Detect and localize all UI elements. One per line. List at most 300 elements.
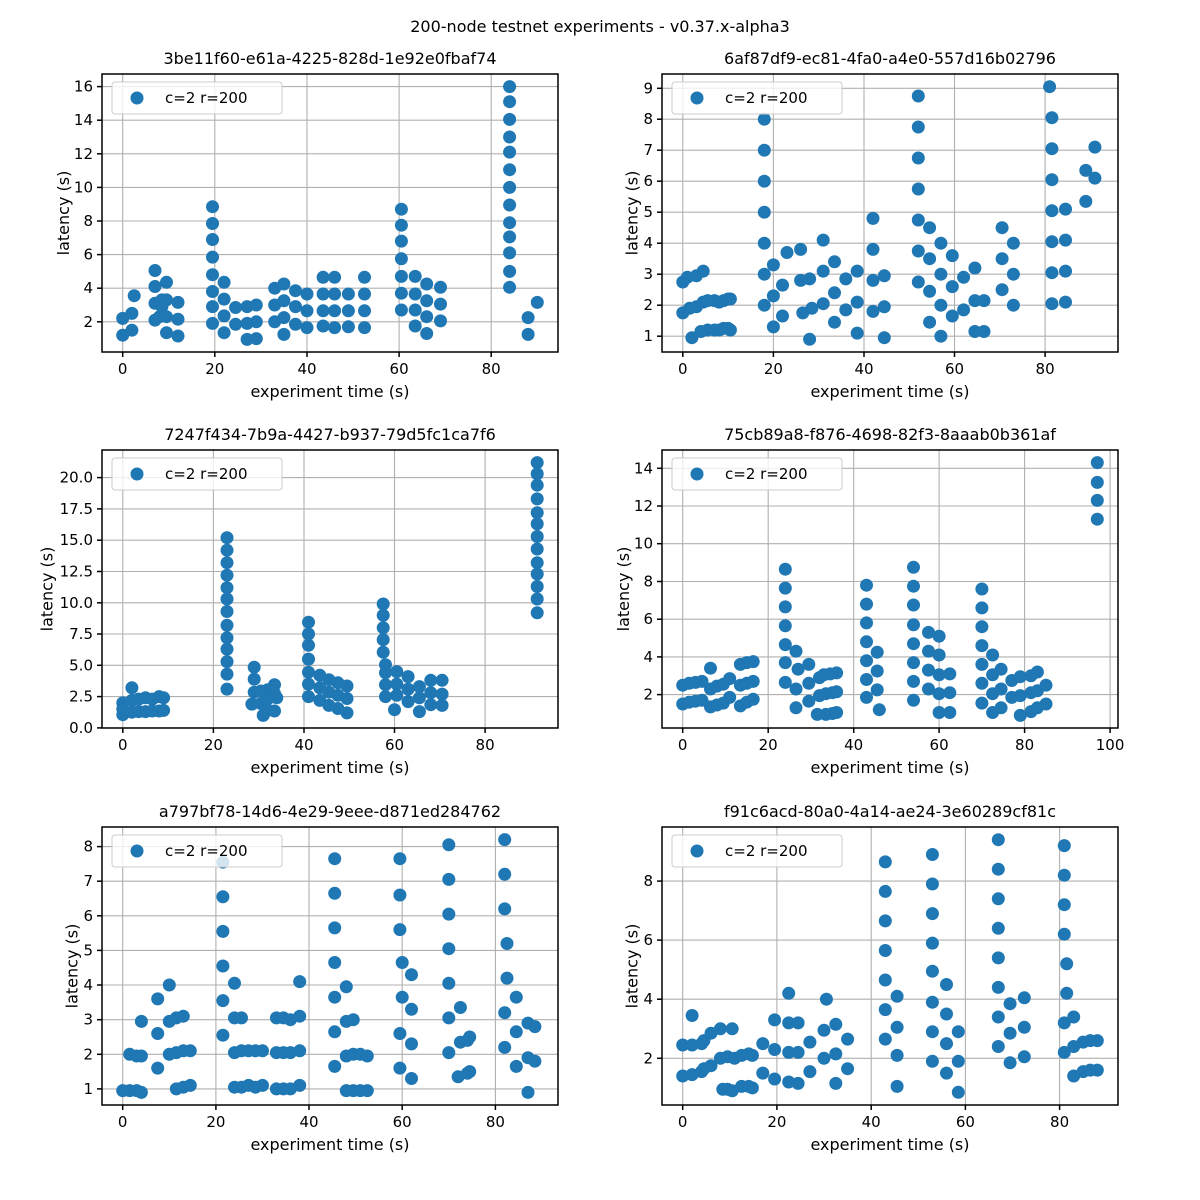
data-point xyxy=(250,332,263,345)
x-axis-label: experiment time (s) xyxy=(250,382,410,401)
data-point xyxy=(396,956,409,969)
data-point xyxy=(891,1049,904,1062)
data-point xyxy=(409,320,422,333)
data-point xyxy=(724,324,737,337)
data-point xyxy=(746,1081,759,1094)
data-point xyxy=(724,293,737,306)
subplot-title: 75cb89a8-f876-4698-82f3-8aaab0b361af xyxy=(724,425,1056,444)
data-point xyxy=(830,666,843,679)
data-point xyxy=(277,278,290,291)
data-point xyxy=(829,1018,842,1031)
data-point xyxy=(216,960,229,973)
scatter-series xyxy=(676,833,1104,1099)
data-point xyxy=(1058,839,1071,852)
subplot-title: a797bf78-14d6-4e29-9eee-d871ed284762 xyxy=(158,802,502,821)
data-point xyxy=(379,690,392,703)
data-point xyxy=(747,675,760,688)
data-point xyxy=(434,281,447,294)
data-point xyxy=(358,288,371,301)
data-point xyxy=(434,314,447,327)
x-tick-label: 40 xyxy=(299,1113,319,1131)
data-point xyxy=(891,1080,904,1093)
x-tick-label: 80 xyxy=(1015,736,1035,754)
data-point xyxy=(830,685,843,698)
data-point xyxy=(923,221,936,234)
data-point xyxy=(342,320,355,333)
data-point xyxy=(934,330,947,343)
data-point xyxy=(851,327,864,340)
data-point xyxy=(912,214,925,227)
subplot-1 xyxy=(54,49,558,401)
y-tick-label: 8 xyxy=(643,872,653,891)
data-point xyxy=(503,80,516,93)
data-point xyxy=(302,628,315,641)
data-point xyxy=(149,280,162,293)
data-point xyxy=(1088,141,1101,154)
data-point xyxy=(975,620,988,633)
data-point xyxy=(216,994,229,1007)
data-point xyxy=(160,276,173,289)
data-point xyxy=(216,1029,229,1042)
subplot-title: f91c6acd-80a0-4a14-ae24-3e60289cf81c xyxy=(723,802,1057,821)
data-point xyxy=(434,298,447,311)
data-point xyxy=(792,1016,805,1029)
data-point xyxy=(907,637,920,650)
data-point xyxy=(704,662,717,675)
data-point xyxy=(794,243,807,256)
data-point xyxy=(803,1036,816,1049)
data-point xyxy=(952,1055,965,1068)
data-point xyxy=(1091,476,1104,489)
data-point xyxy=(1058,869,1071,882)
data-point xyxy=(293,975,306,988)
data-point xyxy=(912,276,925,289)
data-point xyxy=(860,579,873,592)
data-point xyxy=(992,951,1005,964)
data-point xyxy=(531,606,544,619)
data-point xyxy=(510,1060,523,1073)
data-point xyxy=(1018,991,1031,1004)
data-point xyxy=(871,665,884,678)
data-point xyxy=(531,296,544,309)
data-point xyxy=(923,285,936,298)
x-tick-label: 40 xyxy=(844,736,864,754)
data-point xyxy=(125,324,138,337)
data-point xyxy=(377,609,390,622)
data-point xyxy=(992,1040,1005,1053)
data-point xyxy=(229,301,242,314)
data-point xyxy=(1088,172,1101,185)
scatter-series xyxy=(116,833,541,1099)
data-point xyxy=(860,691,873,704)
data-point xyxy=(860,673,873,686)
y-tick-label: 8 xyxy=(643,110,653,129)
subplot-3 xyxy=(37,425,558,777)
data-point xyxy=(891,990,904,1003)
data-point xyxy=(501,972,514,985)
data-point xyxy=(402,683,415,696)
x-tick-label: 40 xyxy=(294,736,314,754)
data-point xyxy=(413,680,426,693)
data-point xyxy=(328,288,341,301)
data-point xyxy=(510,1025,523,1038)
data-point xyxy=(879,1033,892,1046)
data-point xyxy=(503,181,516,194)
data-point xyxy=(358,321,371,334)
data-point xyxy=(503,113,516,126)
data-point xyxy=(995,701,1008,714)
data-point xyxy=(940,1037,953,1050)
data-point xyxy=(498,833,511,846)
x-axis-label: experiment time (s) xyxy=(810,382,970,401)
data-point xyxy=(424,686,437,699)
data-point xyxy=(409,288,422,301)
data-point xyxy=(151,1027,164,1040)
data-point xyxy=(503,199,516,212)
data-point xyxy=(952,1025,965,1038)
x-tick-label: 60 xyxy=(384,736,405,754)
data-point xyxy=(1031,666,1044,679)
data-point xyxy=(395,287,408,300)
data-point xyxy=(873,703,886,716)
data-point xyxy=(996,283,1009,296)
data-point xyxy=(912,90,925,103)
subplot-4 xyxy=(614,425,1124,777)
data-point xyxy=(860,616,873,629)
data-point xyxy=(135,1015,148,1028)
y-tick-label: 1 xyxy=(83,1079,93,1098)
data-point xyxy=(923,252,936,265)
data-point xyxy=(302,666,315,679)
data-point xyxy=(531,543,544,556)
data-point xyxy=(328,1025,341,1038)
data-point xyxy=(758,206,771,219)
data-point xyxy=(503,246,516,259)
data-point xyxy=(867,305,880,318)
data-point xyxy=(361,1084,374,1097)
subplot-2 xyxy=(623,49,1118,401)
data-point xyxy=(405,1037,418,1050)
data-point xyxy=(221,655,234,668)
data-point xyxy=(992,1011,1005,1024)
data-point xyxy=(790,683,803,696)
data-point xyxy=(776,279,789,292)
data-point xyxy=(975,583,988,596)
data-point xyxy=(377,598,390,611)
data-point xyxy=(393,923,406,936)
data-point xyxy=(790,701,803,714)
data-point xyxy=(758,144,771,157)
data-point xyxy=(1060,957,1073,970)
data-point xyxy=(277,311,290,324)
data-point xyxy=(302,653,315,666)
y-tick-label: 7.5 xyxy=(69,625,93,643)
data-point xyxy=(926,848,939,861)
data-point xyxy=(528,1055,541,1068)
data-point xyxy=(1018,1050,1031,1063)
data-point xyxy=(726,1022,739,1035)
x-tick-label: 80 xyxy=(1035,360,1055,378)
data-point xyxy=(442,838,455,851)
data-point xyxy=(498,868,511,881)
data-point xyxy=(1045,111,1058,124)
figure-title: 200-node testnet experiments - v0.37.x-alpha3 xyxy=(410,17,790,36)
data-point xyxy=(498,1041,511,1054)
data-point xyxy=(1043,80,1056,93)
data-point xyxy=(943,706,956,719)
x-tick-label: 40 xyxy=(854,360,874,378)
y-tick-label: 15.0 xyxy=(59,531,93,550)
data-point xyxy=(149,264,162,277)
y-tick-label: 2 xyxy=(643,1049,653,1068)
data-point xyxy=(995,663,1008,676)
x-tick-label: 0 xyxy=(677,1113,688,1131)
x-tick-label: 20 xyxy=(758,736,778,754)
data-point xyxy=(829,1047,842,1060)
data-point xyxy=(975,658,988,671)
x-axis-label: experiment time (s) xyxy=(250,758,410,777)
data-point xyxy=(923,316,936,329)
y-tick-label: 5 xyxy=(83,941,93,960)
data-point xyxy=(341,692,354,705)
data-point xyxy=(221,631,234,644)
data-point xyxy=(503,216,516,229)
legend xyxy=(112,82,282,114)
x-tick-label: 60 xyxy=(955,1113,975,1131)
data-point xyxy=(377,633,390,646)
x-tick-label: 20 xyxy=(767,1113,787,1131)
data-point xyxy=(817,265,830,278)
data-point xyxy=(768,1043,781,1056)
y-tick-label: 2 xyxy=(83,1045,93,1064)
data-point xyxy=(926,937,939,950)
data-point xyxy=(206,200,219,213)
data-point xyxy=(879,974,892,987)
data-point xyxy=(531,580,544,593)
data-point xyxy=(758,113,771,126)
x-axis-label: experiment time (s) xyxy=(810,758,970,777)
data-point xyxy=(317,271,330,284)
tick-marks xyxy=(657,88,1045,357)
y-tick-label: 9 xyxy=(643,79,653,98)
data-point xyxy=(992,922,1005,935)
data-point xyxy=(768,1013,781,1026)
data-point xyxy=(393,1062,406,1075)
subplot-6 xyxy=(623,802,1118,1154)
y-tick-label: 6 xyxy=(643,610,653,629)
data-point xyxy=(184,1079,197,1092)
y-tick-label: 1 xyxy=(643,327,653,346)
data-point xyxy=(779,619,792,632)
data-point xyxy=(803,272,816,285)
data-point xyxy=(268,705,281,718)
data-point xyxy=(328,887,341,900)
y-tick-label: 4 xyxy=(83,976,93,994)
data-point xyxy=(747,693,760,706)
data-point xyxy=(758,237,771,250)
data-point xyxy=(442,1046,455,1059)
data-point xyxy=(436,674,449,687)
data-point xyxy=(933,630,946,643)
data-point xyxy=(340,980,353,993)
data-point xyxy=(912,245,925,258)
data-point xyxy=(839,303,852,316)
data-point xyxy=(1040,679,1053,692)
legend xyxy=(672,82,842,114)
data-point xyxy=(256,1044,269,1057)
data-point xyxy=(758,268,771,281)
y-tick-label: 10.0 xyxy=(59,593,93,612)
data-point xyxy=(867,212,880,225)
data-point xyxy=(413,691,426,704)
data-point xyxy=(940,1008,953,1021)
data-point xyxy=(184,1044,197,1057)
y-tick-label: 2 xyxy=(643,685,653,704)
x-axis-label: experiment time (s) xyxy=(250,1135,410,1154)
data-point xyxy=(912,152,925,165)
data-point xyxy=(216,925,229,938)
data-point xyxy=(756,1037,769,1050)
data-point xyxy=(779,582,792,595)
data-point xyxy=(221,531,234,544)
data-point xyxy=(218,293,231,306)
data-point xyxy=(756,1067,769,1080)
data-point xyxy=(342,304,355,317)
data-point xyxy=(907,599,920,612)
data-point xyxy=(328,304,341,317)
x-tick-label: 20 xyxy=(763,360,783,378)
data-point xyxy=(1004,1056,1017,1069)
data-point xyxy=(768,1073,781,1086)
data-point xyxy=(817,297,830,310)
y-tick-label: 3 xyxy=(643,265,653,284)
data-point xyxy=(135,1050,148,1063)
x-tick-label: 20 xyxy=(203,736,223,754)
data-point xyxy=(328,852,341,865)
data-point xyxy=(250,315,263,328)
data-point xyxy=(867,274,880,287)
y-tick-label: 14 xyxy=(633,459,653,478)
data-point xyxy=(867,243,880,256)
data-point xyxy=(952,1086,965,1099)
data-point xyxy=(177,1010,190,1023)
legend-marker-icon xyxy=(691,92,704,105)
data-point xyxy=(395,235,408,248)
y-tick-label: 2 xyxy=(643,296,653,315)
data-point xyxy=(871,646,884,659)
y-axis-label: latency (s) xyxy=(62,923,82,1009)
x-tick-label: 40 xyxy=(297,360,317,378)
data-point xyxy=(1059,203,1072,216)
data-point xyxy=(1018,1021,1031,1034)
legend-label: c=2 r=200 xyxy=(165,465,248,483)
data-point xyxy=(746,1049,759,1062)
data-point xyxy=(802,658,815,671)
data-point xyxy=(248,673,261,686)
data-point xyxy=(531,568,544,581)
data-point xyxy=(235,1011,248,1024)
data-point xyxy=(317,304,330,317)
y-axis-label: latency (s) xyxy=(622,923,642,1009)
data-point xyxy=(697,265,710,278)
data-point xyxy=(817,234,830,247)
data-point xyxy=(926,1055,939,1068)
data-point xyxy=(912,121,925,134)
data-point xyxy=(879,885,892,898)
data-point xyxy=(157,704,170,717)
y-tick-label: 8 xyxy=(643,572,653,591)
data-point xyxy=(934,268,947,281)
data-point xyxy=(531,506,544,519)
y-tick-label: 7 xyxy=(83,872,93,891)
data-point xyxy=(402,670,415,683)
data-point xyxy=(723,691,736,704)
y-tick-label: 10 xyxy=(633,534,653,553)
data-point xyxy=(934,237,947,250)
data-point xyxy=(301,304,314,317)
data-point xyxy=(957,271,970,284)
data-point xyxy=(841,1062,854,1075)
data-point xyxy=(221,668,234,681)
y-tick-label: 3 xyxy=(83,1010,93,1029)
data-point xyxy=(992,863,1005,876)
data-point xyxy=(420,278,433,291)
data-point xyxy=(779,600,792,613)
y-tick-label: 4 xyxy=(643,647,653,666)
data-point xyxy=(1007,237,1020,250)
data-point xyxy=(957,303,970,316)
data-point xyxy=(250,299,263,312)
data-point xyxy=(992,981,1005,994)
data-point xyxy=(221,556,234,569)
data-point xyxy=(206,251,219,264)
data-point xyxy=(1059,296,1072,309)
data-point xyxy=(986,649,999,662)
data-point xyxy=(1091,1064,1104,1077)
data-point xyxy=(221,569,234,582)
legend xyxy=(112,835,282,867)
data-point xyxy=(851,265,864,278)
data-point xyxy=(442,908,455,921)
data-point xyxy=(160,310,173,323)
data-point xyxy=(926,996,939,1009)
data-point xyxy=(172,330,185,343)
data-point xyxy=(943,686,956,699)
data-point xyxy=(424,698,437,711)
subplot-title: 3be11f60-e61a-4225-828d-1e92e0fbaf74 xyxy=(163,49,497,68)
legend-label: c=2 r=200 xyxy=(725,465,808,483)
data-point xyxy=(790,645,803,658)
data-point xyxy=(396,991,409,1004)
data-point xyxy=(758,299,771,312)
data-point xyxy=(531,530,544,543)
data-point xyxy=(503,281,516,294)
data-point xyxy=(436,699,449,712)
data-point xyxy=(218,309,231,322)
x-tick-label: 0 xyxy=(118,736,128,754)
data-point xyxy=(940,1067,953,1080)
data-point xyxy=(792,1046,805,1059)
data-point xyxy=(531,467,544,480)
data-point xyxy=(926,907,939,920)
data-point xyxy=(933,649,946,662)
data-point xyxy=(395,270,408,283)
data-point xyxy=(395,203,408,216)
data-point xyxy=(270,691,283,704)
legend xyxy=(112,458,282,490)
data-point xyxy=(878,331,891,344)
data-point xyxy=(1045,235,1058,248)
